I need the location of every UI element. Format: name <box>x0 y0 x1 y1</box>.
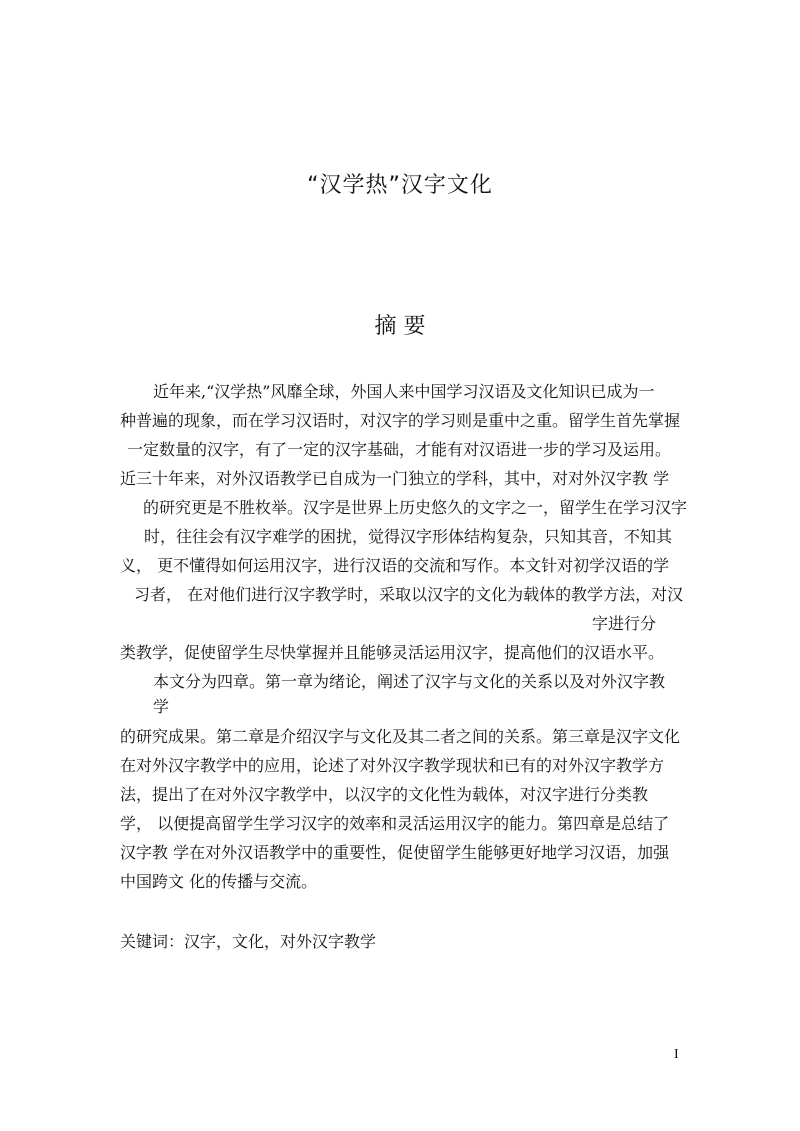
text-line: 学， 以便提高留学生学习汉字的效率和灵活运用汉字的能力。第四章是总结了 <box>120 814 670 833</box>
text-line: 法，提出了在对外汉字教学中，以汉字的文化性为载体，对汉字进行分类教 <box>120 785 649 804</box>
text-line: 中国跨文 化的传播与交流。 <box>120 872 318 891</box>
text-line: 习者， 在对他们进行汉字教学时，采取以汉字的文化为载体的教学方法，对汉 <box>134 585 684 604</box>
abstract-heading: 摘 要 <box>374 314 426 339</box>
text-line: 本文分为四章。第一章为绪论，阐述了汉字与文化的关系以及对外汉字教 <box>153 672 666 691</box>
text-line: 的研究更是不胜枚举。汉字是世界上历史悠久的文字之一，留学生在学习汉字 <box>143 498 688 517</box>
text-line: 在对外汉字教学中的应用，论述了对外汉字教学现状和已有的对外汉字教学方 <box>120 756 665 775</box>
page-number: I <box>674 1047 679 1062</box>
keywords-line <box>120 932 376 952</box>
document-title: “汉学热”汉字文化 <box>307 173 493 198</box>
text-line: 时，往往会有汉字难学的困扰，觉得汉字形体结构复杂，只知其音，不知其 <box>144 527 673 546</box>
text-line: 汉字教 学在对外汉语教学中的重要性，促使留学生能够更好地学习汉语，加强 <box>120 843 670 862</box>
text-line: 义， 更不懂得如何运用汉字，进行汉语的交流和写作。本文针对初学汉语的学 <box>120 556 670 575</box>
keywords-label: 关键词： <box>120 932 185 951</box>
text-line: 的研究成果。第二章是介绍汉字与文化及其二者之间的关系。第三章是汉字文化 <box>120 727 681 746</box>
keywords-value: 汉字，文化，对外汉字教学 <box>184 932 377 951</box>
text-line: 学 <box>153 697 170 716</box>
text-line: 一定数量的汉字，有了一定的汉字基础，才能有对汉语进一步的学习及运用。 <box>127 440 672 459</box>
text-line: 类教学，促使留学生尽快掌握并且能够灵活运用汉字，提高他们的汉语水平。 <box>120 643 665 662</box>
text-line: 近年来,“汉学热”风靡全球，外国人来中国学习汉语及文化知识已成为一 <box>153 382 655 401</box>
text-line: 字进行分 <box>592 614 657 633</box>
text-line: 近三十年来，对外汉语教学已自成为一门独立的学科，其中，对对外汉字教 学 <box>120 469 670 488</box>
text-line: 种普遍的现象，而在学习汉语时，对汉字的学习则是重中之重。留学生首先掌握 <box>120 411 681 430</box>
